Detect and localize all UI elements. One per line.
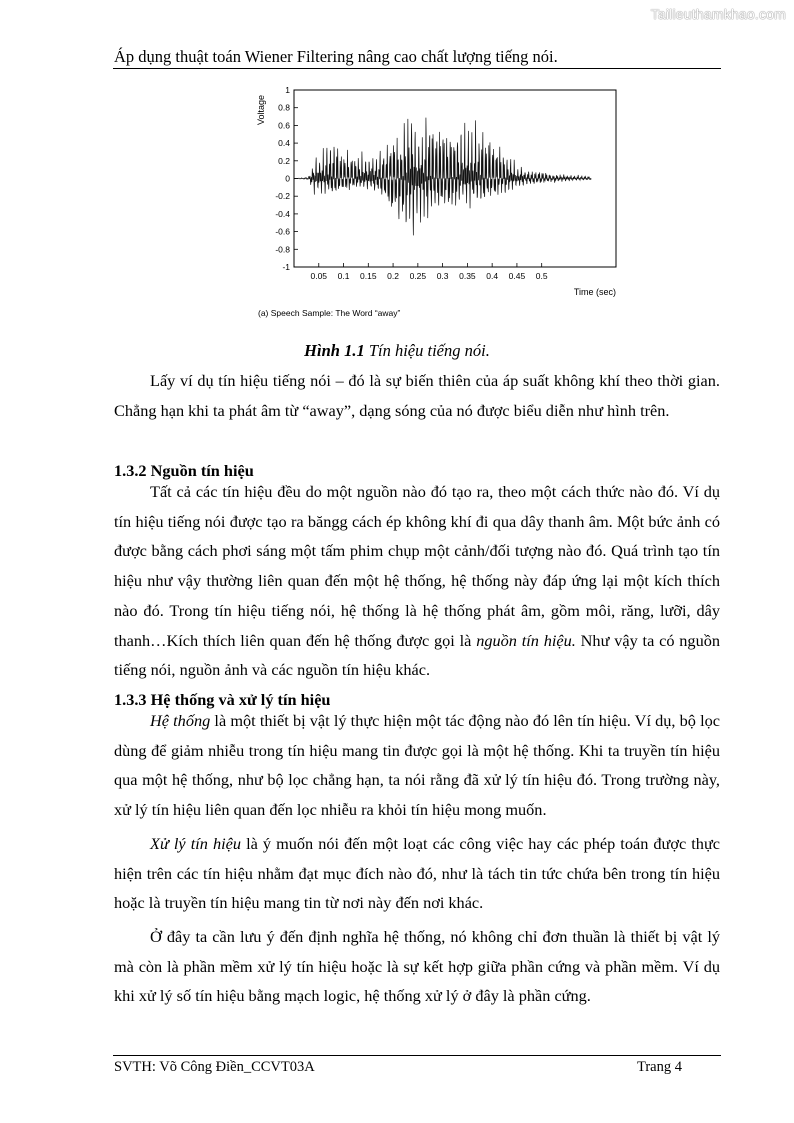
x-tick-label: 0.25 (409, 271, 427, 281)
figure-caption (0, 341, 794, 361)
x-axis-label: Time (sec) (573, 287, 616, 297)
figure-caption-label: Hình 1.1 (304, 341, 365, 360)
paragraph-nguon-tin-hieu (114, 477, 720, 685)
paragraph-dinh-nghia-he-thong: Ở đây ta cần lưu ý đến định nghĩa hệ thống, nó không chỉ đơn thuần là thiết bị vật lý mà còn là phần mềm xử lý tín hiệu hoặc là sự kết hợp giữa phần cứng và phần mềm. Ví dụ khi xử lý số tín hiệu bằng mạch logic, hệ thống xử lý ở đây là phần cứng. (114, 926, 720, 1006)
paragraph-xu-ly-tin-hieu (114, 829, 720, 918)
section-1-3-2 (114, 461, 720, 685)
paragraph-xu-ly-text: là ý muốn nói đến một loạt các công việc hay các phép toán được thực hiện trên các tín hiệu nhằm đạt mục đích nào đó, như là tách tin tức chứa bên trong tín hiệu hoặc là truyền tín hiệu mang tin từ nơi này đến nơi khác. (114, 833, 720, 913)
page-header-title: Áp dụng thuật toán Wiener Filtering nâng cao chất lượng tiếng nói. (114, 47, 558, 66)
waveform-line (294, 118, 591, 236)
paragraph-text-part-b: Như vậy ta có nguồn tiếng nói, nguồn ảnh và các nguồn tín hiệu khác. (114, 630, 720, 680)
paragraph-intro: Lấy ví dụ tín hiệu tiếng nói – đó là sự biến thiên của áp suất không khí theo thời gian. Chẳng hạn khi ta phát âm từ “away”, dạng sóng của nó được biểu diễn như hình trên. (114, 371, 720, 420)
y-tick-label: -0.2 (275, 191, 290, 202)
y-tick-label: 0 (285, 173, 290, 184)
x-tick-label: 0.1 (337, 271, 350, 281)
x-tick-label: 0.4 (486, 271, 499, 281)
chart-subtitle: (a) Speech Sample: The Word “away” (258, 308, 401, 318)
term-nguon-tin-hieu: nguồn tín hiệu. (476, 630, 576, 650)
y-tick-label: 0.8 (278, 102, 290, 113)
y-tick-label: -0.6 (275, 226, 290, 237)
figure-caption-text: Tín hiệu tiếng nói. (364, 341, 490, 360)
y-tick-label: 0.2 (278, 155, 290, 166)
y-tick-label: 1 (285, 85, 290, 95)
waveform-series (294, 118, 591, 236)
x-tick-label: 0.45 (508, 271, 526, 281)
body-intro (114, 366, 720, 425)
x-tick-label: 0.05 (310, 271, 328, 281)
speech-waveform-chart (248, 84, 628, 322)
y-axis-ticks (275, 85, 298, 272)
footer-author: SVTH: Võ Công Điền_CCVT03A (114, 1059, 315, 1075)
footer-page-number: Trang 4 (637, 1059, 682, 1075)
x-tick-label: 0.2 (387, 271, 399, 281)
paragraph-he-thong (114, 706, 720, 825)
x-tick-label: 0.5 (535, 271, 548, 281)
paragraph-text-part-a: Tất cả các tín hiệu đều do một nguồn nào đó tạo ra, theo một cách thức nào đó. Ví dụ tín hiệu tiếng nói được tạo ra băngg cách ép không khí đi qua dây thanh âm. Một bức ảnh có được bằng cách phơi sáng một tấm phim chụp một cảnh/đối tượng nào đó. Quá trình tạo tín hiệu như vậy thường liên quan đến một hệ thống, hệ thống này đáp ứng lại một kích thích nào đó. Trong tín hiệu tiếng nói, hệ thống là hệ thống phát âm, gồm môi, răng, lưỡi, dây thanh…Kích thích liên quan đến hệ thống được gọi là (114, 482, 720, 650)
y-tick-label: 0.6 (278, 120, 290, 131)
header-divider (113, 68, 721, 69)
y-axis-label: Voltage (256, 94, 266, 126)
section-heading-1-3-3: 1.3.3 Hệ thống và xử lý tín hiệu (114, 690, 331, 709)
x-axis-ticks (310, 263, 547, 281)
x-tick-label: 0.3 (436, 271, 449, 281)
x-tick-label: 0.15 (360, 271, 377, 281)
paragraph-he-thong-text: là một thiết bị vật lý thực hiện một tác động nào đó lên tín hiệu. Ví dụ, bộ lọc dùng để giảm nhiễu trong tín hiệu mang tin được gọi là một hệ thống. Khi ta truyền tín hiệu qua một hệ thống, như bộ lọc chẳng hạn, ta nói rằng đã xử lý tín hiệu đó. Trong trường này, xử lý tín hiệu liên quan đến lọc nhiễu ra khỏi tín hiệu mong muốn. (114, 711, 721, 820)
y-tick-label: 0.4 (278, 138, 290, 149)
y-tick-label: -0.4 (275, 208, 290, 219)
section-heading-1-3-2: 1.3.2 Nguồn tín hiệu (114, 461, 254, 480)
section-1-3-3 (114, 690, 720, 1011)
footer-divider (113, 1055, 721, 1056)
watermark: Tailieuthamkhao.com (650, 6, 786, 22)
term-xu-ly-tin-hieu: Xử lý tín hiệu (150, 833, 242, 853)
x-tick-label: 0.35 (459, 271, 476, 281)
term-he-thong: Hệ thống (150, 711, 211, 730)
y-tick-label: -0.8 (275, 244, 290, 255)
y-tick-label: -1 (282, 262, 290, 272)
